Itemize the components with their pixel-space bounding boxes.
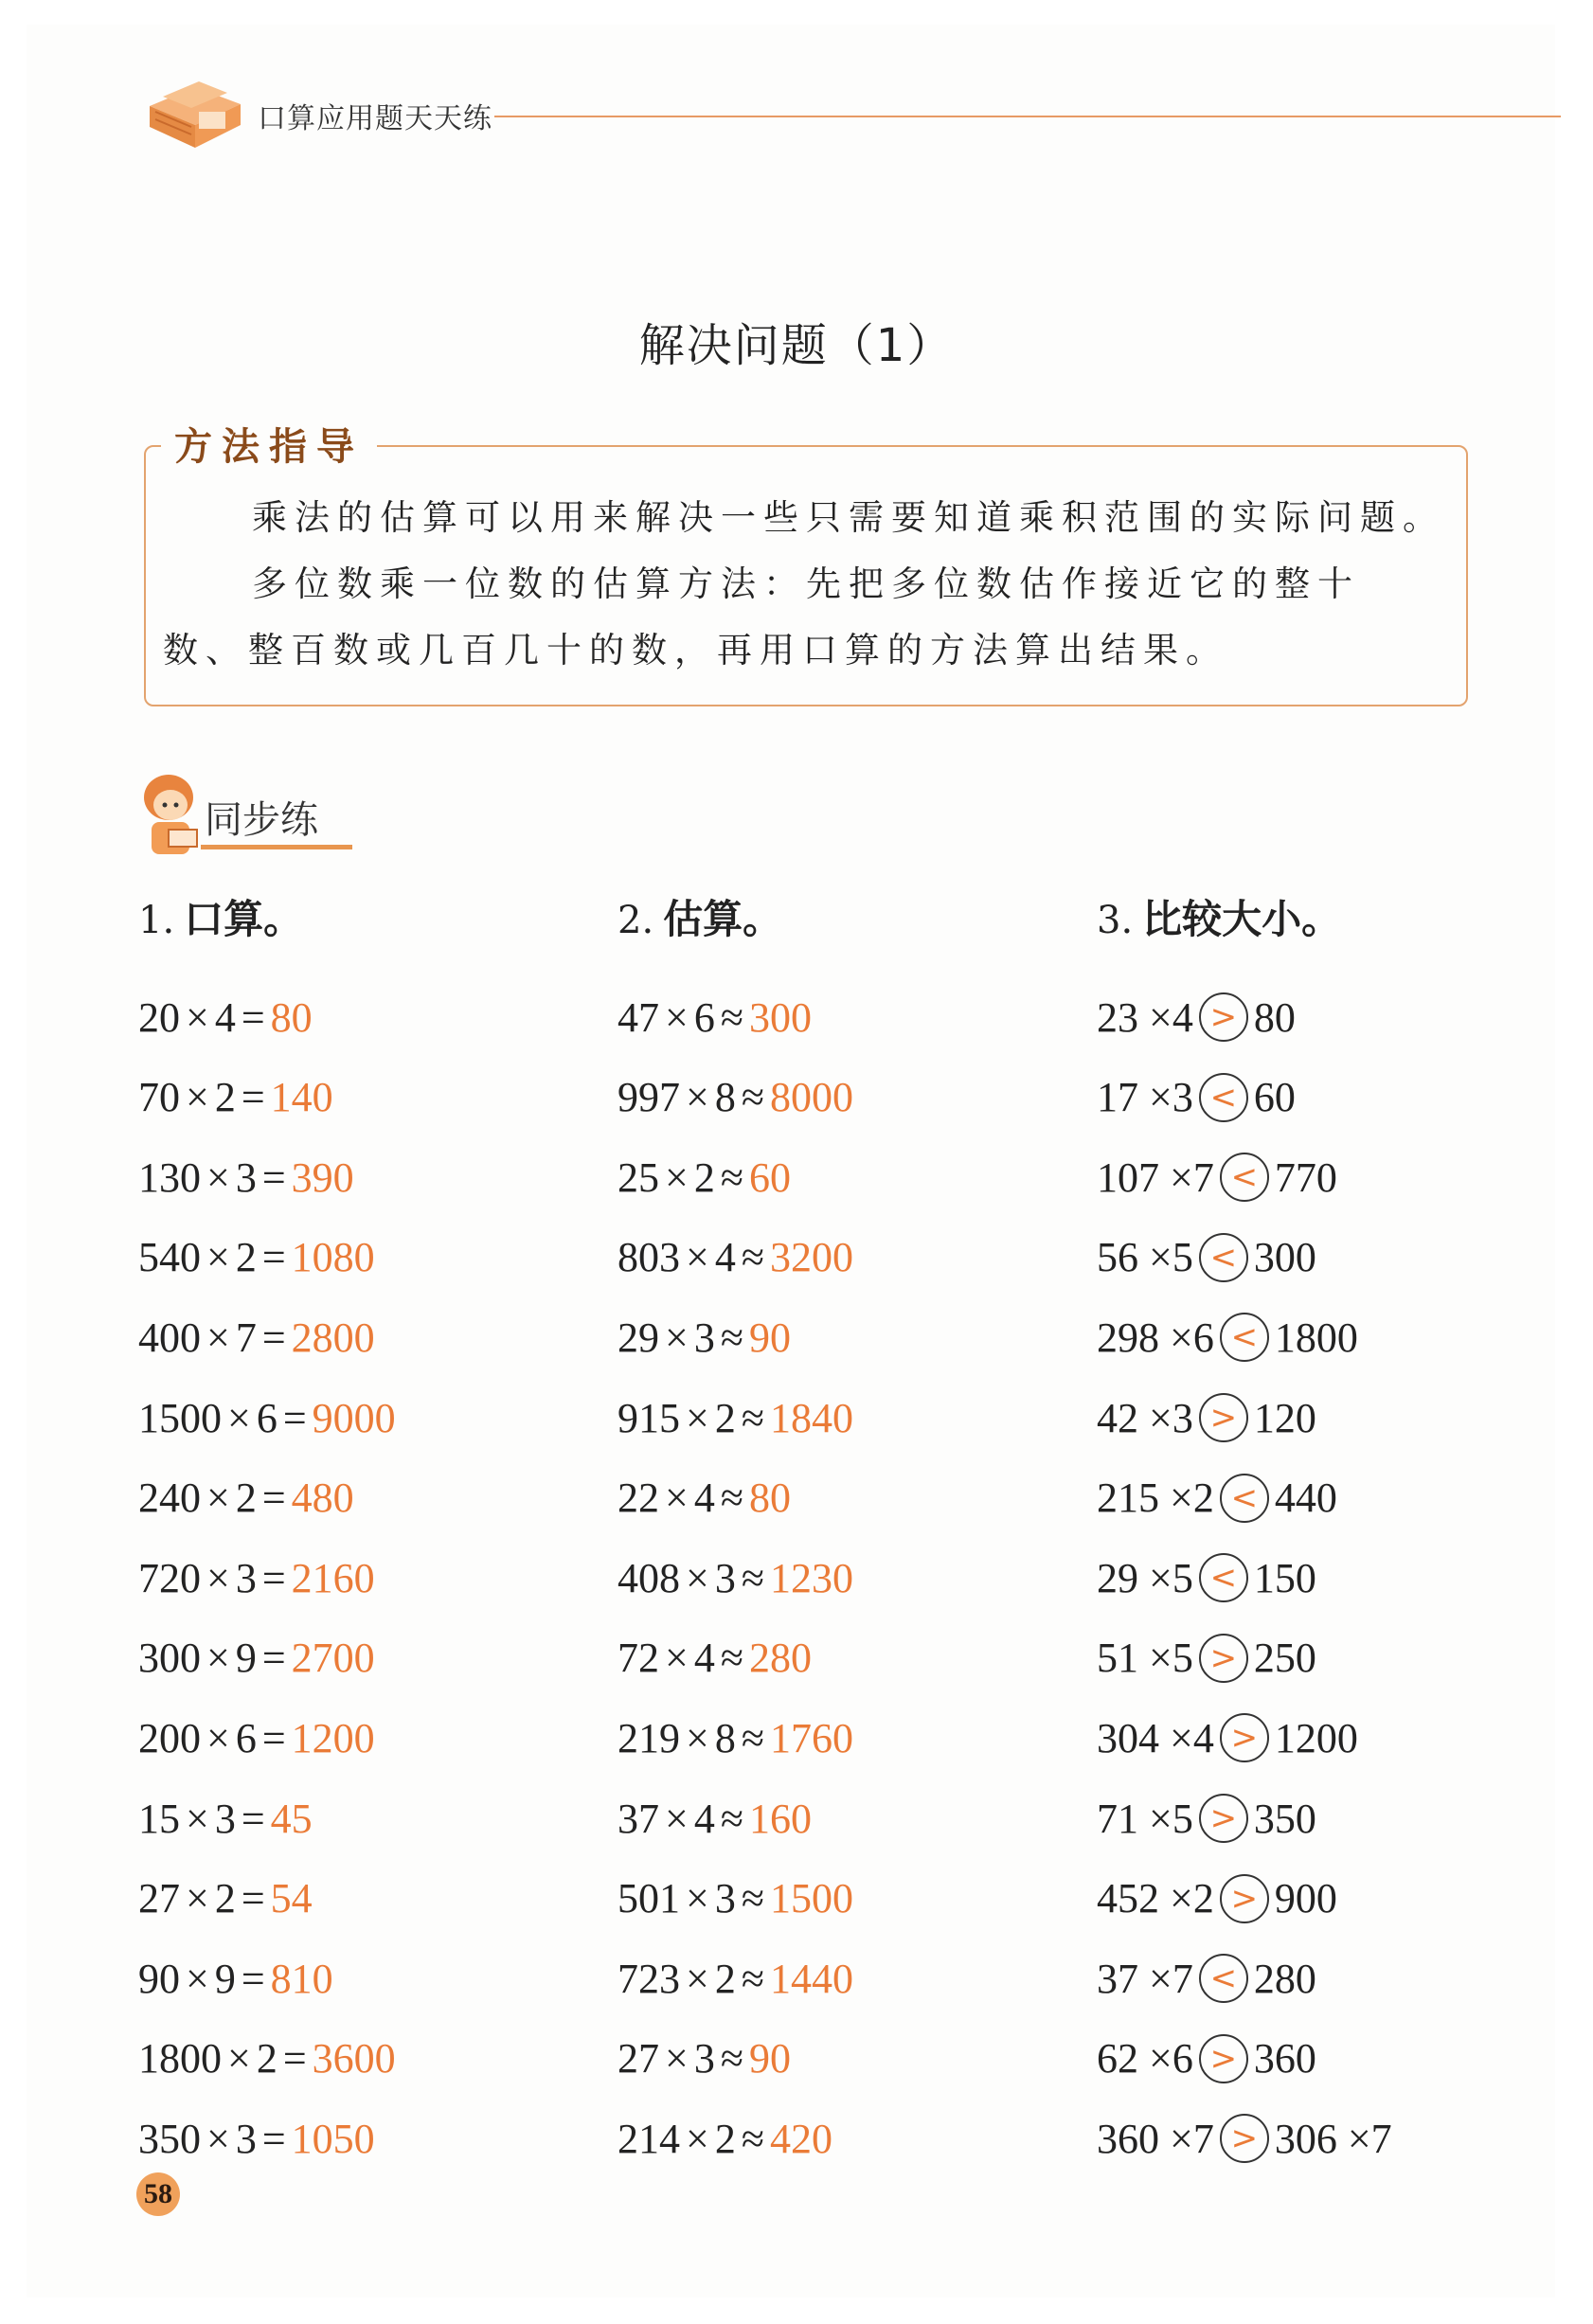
equals-sign: = [241,1875,265,1922]
section-number: 2. [618,899,654,942]
exercise-row [618,1709,853,1766]
approx-sign: ≈ [741,1714,764,1761]
books-logo-icon [142,68,248,155]
comparison-row [1097,1389,1316,1446]
exercise-row [138,2030,396,2087]
section-title: 口算。 [184,896,304,942]
answer: 1230 [769,1554,853,1601]
operand-b: 6 [693,993,715,1041]
exercise-row [138,1229,375,1286]
operand-a: 70 [138,1074,180,1121]
comparison-answer-circle: > [1220,1713,1269,1762]
exercise-row [618,1790,812,1847]
comparison-answer-circle: > [1199,992,1248,1042]
answer: 1440 [769,1955,853,2002]
equals-sign: = [261,1475,286,1522]
operand-b: 4 [693,1635,715,1682]
comparison-row [1097,1549,1316,1606]
comparison-answer-circle: < [1220,1474,1269,1523]
right-expression: 280 [1253,1955,1316,2002]
times-sign: × [665,1314,689,1361]
operand-b: 6 [256,1394,277,1441]
times-sign: × [686,1714,709,1761]
exercise-row [138,1630,375,1687]
answer: 1200 [291,1714,375,1761]
approx-sign: ≈ [720,2035,743,2083]
operand-b: 3 [235,1554,257,1601]
exercise-row [618,989,812,1046]
operand-b: 2 [714,1394,736,1441]
right-expression: 60 [1253,1074,1296,1121]
operand-a: 90 [138,1955,180,2002]
exercise-row [618,2110,832,2167]
operand-a: 29 [618,1314,659,1361]
times-sign: × [206,1153,230,1201]
approx-sign: ≈ [720,1795,743,1842]
approx-sign: ≈ [741,1394,764,1441]
operand-b: 3 [235,2115,257,2162]
answer: 2160 [291,1554,375,1601]
operand-b: 4 [693,1475,715,1522]
answer: 160 [748,1795,812,1842]
practice-label: 同步练 [205,798,318,842]
times-sign: × [665,1153,689,1201]
answer: 3600 [312,2035,396,2083]
section-number: 3. [1097,899,1134,942]
comparison-answer-circle: < [1199,1073,1248,1122]
times-sign: × [665,1475,689,1522]
answer: 60 [748,1153,791,1201]
student-mascot-icon [140,769,203,860]
answer: 280 [748,1635,812,1682]
operand-a: 400 [138,1314,201,1361]
answer: 90 [748,1314,791,1361]
approx-sign: ≈ [720,1475,743,1522]
approx-sign: ≈ [720,1635,743,1682]
comparison-row [1097,1470,1337,1527]
operand-a: 997 [618,1074,680,1121]
header-rule [494,116,1561,117]
operand-a: 1800 [138,2035,222,2083]
equals-sign: = [282,2035,307,2083]
equals-sign: = [261,1153,286,1201]
left-expression: 107 ×7 [1097,1153,1214,1201]
right-expression: 440 [1274,1475,1337,1522]
method-guide-label: 方法指导 [161,417,377,471]
right-expression: 150 [1253,1554,1316,1601]
comparison-answer-circle: > [1220,2114,1269,2163]
operand-a: 219 [618,1714,680,1761]
approx-sign: ≈ [741,1234,764,1281]
exercise-row [138,1950,333,2007]
operand-b: 2 [256,2035,277,2083]
equals-sign: = [261,2115,286,2162]
operand-a: 803 [618,1234,680,1281]
comparison-row [1097,1950,1316,2007]
left-expression: 298 ×6 [1097,1314,1214,1361]
exercise-row [618,1149,791,1206]
equals-sign: = [261,1714,286,1761]
section-estimation [618,888,853,2162]
comparison-answer-circle: > [1199,1393,1248,1442]
operand-b: 2 [235,1234,257,1281]
operand-b: 2 [235,1475,257,1522]
operand-b: 2 [214,1074,236,1121]
operand-a: 720 [138,1554,201,1601]
times-sign: × [686,2115,709,2162]
answer: 480 [291,1475,354,1522]
comparison-row [1097,1630,1316,1687]
times-sign: × [206,1714,230,1761]
answer: 300 [748,993,812,1041]
comparison-answer-circle: < [1199,1233,1248,1282]
exercise-row [138,1309,375,1366]
operand-a: 130 [138,1153,201,1201]
method-paragraph-1: 乘法的估算可以用来解决一些只需要知道乘积范围的实际问题。 [252,497,1445,538]
approx-sign: ≈ [720,993,743,1041]
operand-b: 3 [235,1153,257,1201]
approx-sign: ≈ [741,1955,764,2002]
answer: 90 [748,2035,791,2083]
comparison-answer-circle: < [1220,1313,1269,1362]
equals-sign: = [261,1635,286,1682]
equals-sign: = [261,1554,286,1601]
comparison-row [1097,1790,1316,1847]
times-sign: × [686,1394,709,1441]
approx-sign: ≈ [741,1875,764,1922]
left-expression: 360 ×7 [1097,2115,1214,2162]
operand-a: 72 [618,1635,659,1682]
answer: 80 [748,1475,791,1522]
operand-a: 300 [138,1635,201,1682]
operand-a: 214 [618,2115,680,2162]
comparison-row [1097,2030,1316,2087]
equals-sign: = [241,993,265,1041]
left-expression: 23 ×4 [1097,993,1193,1041]
times-sign: × [186,1955,209,2002]
operand-a: 723 [618,1955,680,2002]
answer: 3200 [769,1234,853,1281]
right-expression: 770 [1274,1153,1337,1201]
approx-sign: ≈ [741,1554,764,1601]
left-expression: 56 ×5 [1097,1234,1193,1281]
comparison-answer-circle: < [1199,1954,1248,2003]
method-paragraph-2-line-1: 多位数乘一位数的估算方法：先把多位数估作接近它的整十 [252,563,1360,604]
operand-b: 7 [235,1314,257,1361]
comparison-row [1097,1870,1337,1927]
comparison-row [1097,1709,1358,1766]
times-sign: × [206,1554,230,1601]
answer: 45 [270,1795,313,1842]
answer: 810 [270,1955,333,2002]
times-sign: × [186,1795,209,1842]
times-sign: × [206,1475,230,1522]
operand-b: 8 [714,1074,736,1121]
answer: 80 [270,993,313,1041]
left-expression: 17 ×3 [1097,1074,1193,1121]
times-sign: × [186,1875,209,1922]
times-sign: × [665,993,689,1041]
section-heading [618,888,782,945]
equals-sign: = [241,1955,265,2002]
exercise-row [618,1470,791,1527]
answer: 9000 [312,1394,396,1441]
right-expression: 300 [1253,1234,1316,1281]
operand-b: 4 [714,1234,736,1281]
operand-a: 47 [618,993,659,1041]
answer: 1080 [291,1234,375,1281]
left-expression: 452 ×2 [1097,1875,1214,1922]
times-sign: × [665,1795,689,1842]
exercise-row [138,1149,354,1206]
right-expression: 120 [1253,1394,1316,1441]
operand-a: 22 [618,1475,659,1522]
times-sign: × [227,1394,251,1441]
equals-sign: = [241,1795,265,1842]
operand-a: 27 [138,1875,180,1922]
operand-a: 240 [138,1475,201,1522]
exercise-row [618,1950,853,2007]
comparison-answer-circle: > [1199,1794,1248,1843]
approx-sign: ≈ [720,1153,743,1201]
operand-b: 3 [714,1875,736,1922]
operand-b: 3 [693,1314,715,1361]
operand-b: 9 [235,1635,257,1682]
right-expression: 1200 [1274,1714,1358,1761]
operand-a: 20 [138,993,180,1041]
answer: 2800 [291,1314,375,1361]
section-title: 比较大小。 [1142,896,1342,942]
answer: 140 [270,1074,333,1121]
times-sign: × [665,2035,689,2083]
times-sign: × [686,1074,709,1121]
exercise-row [618,1630,812,1687]
operand-b: 2 [714,2115,736,2162]
exercise-row [618,1229,853,1286]
equals-sign: = [282,1394,307,1441]
equals-sign: = [241,1074,265,1121]
operand-a: 15 [138,1795,180,1842]
right-expression: 80 [1253,993,1296,1041]
answer: 1500 [769,1875,853,1922]
right-expression: 250 [1253,1635,1316,1682]
right-expression: 900 [1274,1875,1337,1922]
left-expression: 42 ×3 [1097,1394,1193,1441]
left-expression: 71 ×5 [1097,1795,1193,1842]
answer: 1840 [769,1394,853,1441]
operand-b: 6 [235,1714,257,1761]
operand-b: 3 [693,2035,715,2083]
section-title: 估算。 [663,896,783,942]
exercise-row [138,1870,313,1927]
comparison-answer-circle: > [1199,2034,1248,2083]
section-compare [1097,888,1392,2162]
method-paragraph-2-line-2: 数、整百数或几百几十的数，再用口算的方法算出结果。 [163,630,1228,670]
operand-a: 1500 [138,1394,222,1441]
exercise-row [618,1309,791,1366]
exercise-row [618,1069,853,1126]
times-sign: × [206,1314,230,1361]
left-expression: 37 ×7 [1097,1955,1193,2002]
right-expression: 306 ×7 [1274,2115,1392,2162]
section-heading [138,888,303,945]
page-title: 解决问题（1） [638,319,955,372]
operand-b: 2 [214,1875,236,1922]
left-expression: 215 ×2 [1097,1475,1214,1522]
operand-a: 350 [138,2115,201,2162]
practice-underline [201,845,352,849]
equals-sign: = [261,1234,286,1281]
answer: 2700 [291,1635,375,1682]
exercise-row [138,1389,396,1446]
operand-b: 2 [693,1153,715,1201]
exercise-row [138,1470,354,1527]
times-sign: × [186,993,209,1041]
right-expression: 360 [1253,2035,1316,2083]
times-sign: × [227,2035,251,2083]
comparison-row [1097,2110,1392,2167]
answer: 420 [769,2115,832,2162]
operand-a: 37 [618,1795,659,1842]
times-sign: × [686,1234,709,1281]
operand-a: 200 [138,1714,201,1761]
times-sign: × [686,1955,709,2002]
section-mental-calc [138,888,396,2162]
exercise-row [618,1549,853,1606]
exercise-row [138,1790,313,1847]
exercise-row [138,989,313,1046]
left-expression: 304 ×4 [1097,1714,1214,1761]
times-sign: × [206,1234,230,1281]
operand-b: 9 [214,1955,236,2002]
equals-sign: = [261,1314,286,1361]
approx-sign: ≈ [741,1074,764,1121]
section-heading [1097,888,1341,945]
operand-b: 4 [214,993,236,1041]
operand-b: 3 [214,1795,236,1842]
exercise-row [618,1389,853,1446]
approx-sign: ≈ [720,1314,743,1361]
page-number: 58 [136,2172,180,2216]
comparison-answer-circle: < [1199,1553,1248,1602]
operand-b: 4 [693,1795,715,1842]
exercise-row [618,2030,791,2087]
operand-a: 25 [618,1153,659,1201]
comparison-row [1097,1069,1296,1126]
comparison-answer-circle: < [1220,1153,1269,1202]
left-expression: 51 ×5 [1097,1635,1193,1682]
right-expression: 1800 [1274,1314,1358,1361]
operand-a: 915 [618,1394,680,1441]
left-expression: 29 ×5 [1097,1554,1193,1601]
operand-a: 501 [618,1875,680,1922]
method-guide-text [163,485,1460,684]
comparison-answer-circle: > [1220,1874,1269,1923]
answer: 54 [270,1875,313,1922]
exercise-row [138,1549,375,1606]
times-sign: × [186,1074,209,1121]
comparison-row [1097,1149,1337,1206]
comparison-row [1097,1229,1316,1286]
operand-b: 2 [714,1955,736,2002]
operand-a: 540 [138,1234,201,1281]
section-number: 1. [138,899,175,942]
comparison-answer-circle: > [1199,1634,1248,1683]
right-expression: 350 [1253,1795,1316,1842]
header-title: 口算应用题天天练 [258,102,492,135]
exercise-row [138,1709,375,1766]
exercise-row [618,1870,853,1927]
approx-sign: ≈ [741,2115,764,2162]
operand-a: 27 [618,2035,659,2083]
answer: 1050 [291,2115,375,2162]
times-sign: × [686,1554,709,1601]
answer: 1760 [769,1714,853,1761]
comparison-row [1097,989,1296,1046]
left-expression: 62 ×6 [1097,2035,1193,2083]
times-sign: × [686,1875,709,1922]
exercise-row [138,1069,333,1126]
times-sign: × [206,1635,230,1682]
operand-a: 408 [618,1554,680,1601]
exercise-row [138,2110,375,2167]
times-sign: × [206,2115,230,2162]
operand-b: 3 [714,1554,736,1601]
answer: 390 [291,1153,354,1201]
times-sign: × [665,1635,689,1682]
operand-b: 8 [714,1714,736,1761]
answer: 8000 [769,1074,853,1121]
comparison-row [1097,1309,1358,1366]
